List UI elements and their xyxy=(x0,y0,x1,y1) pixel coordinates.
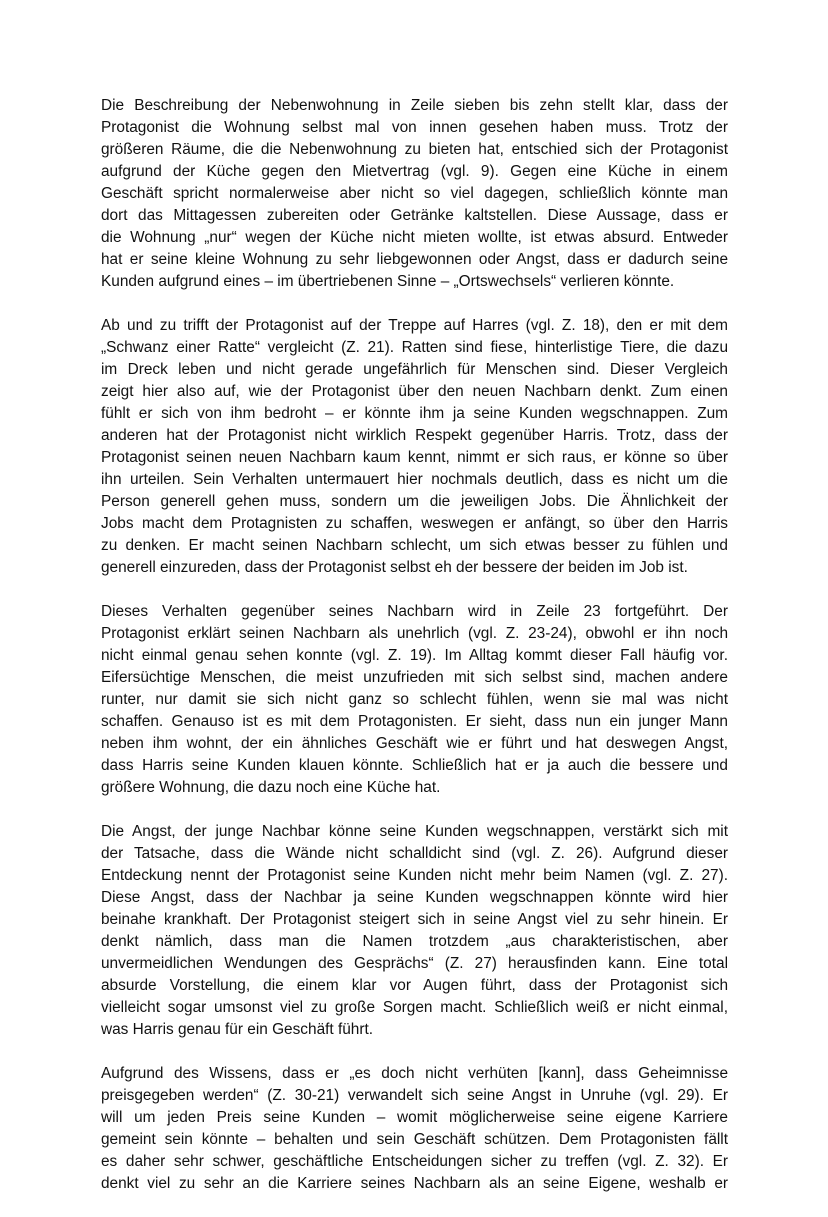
text-line: zeigt hier also auf, wie der Protagonist über den neuen Nachbarn denkt. Zum einen xyxy=(101,383,728,400)
text-line: absurde Vorstellung, die einem klar vor Augen führt, dass der Protagonist sich xyxy=(101,977,728,994)
text-line: Protagonist erklärt seinen Nachbarn als unehrlich (vgl. Z. 23-24), obwohl er ihn noch xyxy=(101,625,728,642)
text-line: „Schwanz einer Ratte“ vergleicht (Z. 21). Ratten sind fiese, hinterlistige Tiere, die dazu xyxy=(101,339,728,356)
text-line: nicht einmal genau sehen konnte (vgl. Z. 19). Im Alltag kommt dieser Fall häufig vor. xyxy=(101,647,728,664)
text-line: größere Wohnung, die dazu noch eine Küche hat. xyxy=(101,779,441,796)
text-line: Die Beschreibung der Nebenwohnung in Zeile sieben bis zehn stellt klar, dass der xyxy=(101,97,728,114)
text-line: Protagonist die Wohnung selbst mal von innen gesehen haben muss. Trotz der xyxy=(101,119,728,136)
text-line: denkt nämlich, dass man die Namen trotzdem „aus charakteristischen, aber xyxy=(101,933,728,950)
text-line: Jobs macht dem Protagnisten zu schaffen, weswegen er anfängt, so über den Harris xyxy=(101,515,728,532)
text-line: zu denken. Er macht seinen Nachbarn schlecht, um sich etwas besser zu fühlen und xyxy=(101,537,728,554)
text-line: Kunden aufgrund eines – im übertriebenen Sinne – „Ortswechsels“ verlieren könnte. xyxy=(101,273,675,290)
text-line: der Tatsache, dass die Wände nicht schalldicht sind (vgl. Z. 26). Aufgrund dieser xyxy=(101,845,728,862)
text-line: schaffen. Genauso ist es mit dem Protagonisten. Er sieht, dass nun ein junger Mann xyxy=(101,713,728,730)
text-line: Diese Angst, dass der Nachbar ja seine Kunden wegschnappen könnte wird hier xyxy=(101,889,728,906)
text-line: Entdeckung nennt der Protagonist seine Kunden nicht mehr beim Namen (vgl. Z. 27). xyxy=(101,867,728,884)
text-line: gemeint sein könnte – behalten und sein Geschäft schützen. Dem Protagonisten fällt xyxy=(101,1131,728,1148)
text-line: Person generell gehen muss, sondern um die jeweiligen Jobs. Die Ähnlichkeit der xyxy=(101,493,728,510)
text-line: es daher sehr schwer, geschäftliche Entscheidungen sicher zu treffen (vgl. Z. 32). Er xyxy=(101,1153,728,1170)
text-line: denkt viel zu sehr an die Karriere seines Nachbarn als an seine Eigene, weshalb er xyxy=(101,1175,728,1192)
text-line: fühlt er sich von ihm bedroht – er könnte ihm ja seine Kunden wegschnappen. Zum xyxy=(101,405,728,422)
text-line: dass Harris seine Kunden klauen könnte. Schließlich hat er ja auch die bessere und xyxy=(101,757,728,774)
text-line: neben ihm wohnt, der ein ähnliches Geschäft wie er führt und hat deswegen Angst, xyxy=(101,735,728,752)
text-line: will um jeden Preis seine Kunden – womit möglicherweise seine eigene Karriere xyxy=(101,1109,728,1126)
text-line: anderen hat der Protagonist nicht wirklich Respekt gegenüber Harris. Trotz, dass der xyxy=(101,427,728,444)
text-line: größeren Räume, die die Nebenwohnung zu bieten hat, entschied sich der Protagonist xyxy=(101,141,728,158)
text-line: runter, nur damit sie sich nicht ganz so schlecht fühlen, wenn sie mal was nicht xyxy=(101,691,728,708)
text-line: die Wohnung „nur“ wegen der Küche nicht mieten wollte, ist etwas absurd. Entweder xyxy=(101,229,728,246)
text-line: Dieses Verhalten gegenüber seines Nachbarn wird in Zeile 23 fortgeführt. Der xyxy=(101,603,728,620)
text-line: vielleicht sogar umsonst viel zu große Sorgen macht. Schließlich weiß er nicht einmal, xyxy=(101,999,728,1016)
text-line: Eifersüchtige Menschen, die meist unzufrieden mit sich selbst sind, machen andere xyxy=(101,669,728,686)
text-line: Aufgrund des Wissens, dass er „es doch nicht verhüten [kann], dass Geheimnisse xyxy=(101,1065,728,1082)
text-line: im Dreck leben und nicht gerade ungefährlich für Menschen sind. Dieser Vergleich xyxy=(101,361,728,378)
paragraph xyxy=(101,315,728,579)
text-line: hat er seine kleine Wohnung zu sehr liebgewonnen oder Angst, dass er dadurch seine xyxy=(101,251,728,268)
paragraph xyxy=(101,821,728,1041)
text-line: dort das Mittagessen zubereiten oder Getränke kaltstellen. Diese Aussage, dass er xyxy=(101,207,728,224)
document-page xyxy=(101,95,728,1217)
text-line: Ab und zu trifft der Protagonist auf der Treppe auf Harres (vgl. Z. 18), den er mit dem xyxy=(101,317,728,334)
text-line: aufgrund der Küche gegen den Mietvertrag (vgl. 9). Gegen eine Küche in einem xyxy=(101,163,728,180)
text-line: ihn urteilen. Sein Verhalten untermauert hier nochmals deutlich, dass es nicht um die xyxy=(101,471,728,488)
text-line: Die Angst, der junge Nachbar könne seine Kunden wegschnappen, verstärkt sich mit xyxy=(101,823,728,840)
paragraph xyxy=(101,601,728,799)
text-line: was Harris genau für ein Geschäft führt. xyxy=(101,1021,374,1038)
text-line: beinahe krankhaft. Der Protagonist steigert sich in seine Angst viel zu sehr hinein. Er xyxy=(101,911,728,928)
text-line: Protagonist seinen neuen Nachbarn kaum kennt, nimmt er sich raus, er könne so über xyxy=(101,449,728,466)
paragraph xyxy=(101,1063,728,1195)
text-line: preisgegeben werden“ (Z. 30-21) verwandelt sich seine Angst in Unruhe (vgl. 29). Er xyxy=(101,1087,728,1104)
text-line: unvermeidlichen Wendungen des Gesprächs“ (Z. 27) herausfinden kann. Eine total xyxy=(101,955,728,972)
text-line: Geschäft spricht normalerweise aber nicht so viel dagegen, schließlich könnte man xyxy=(101,185,728,202)
paragraph xyxy=(101,95,728,293)
text-line: generell einzureden, dass der Protagonist selbst eh der bessere der beiden im Job ist. xyxy=(101,559,688,576)
